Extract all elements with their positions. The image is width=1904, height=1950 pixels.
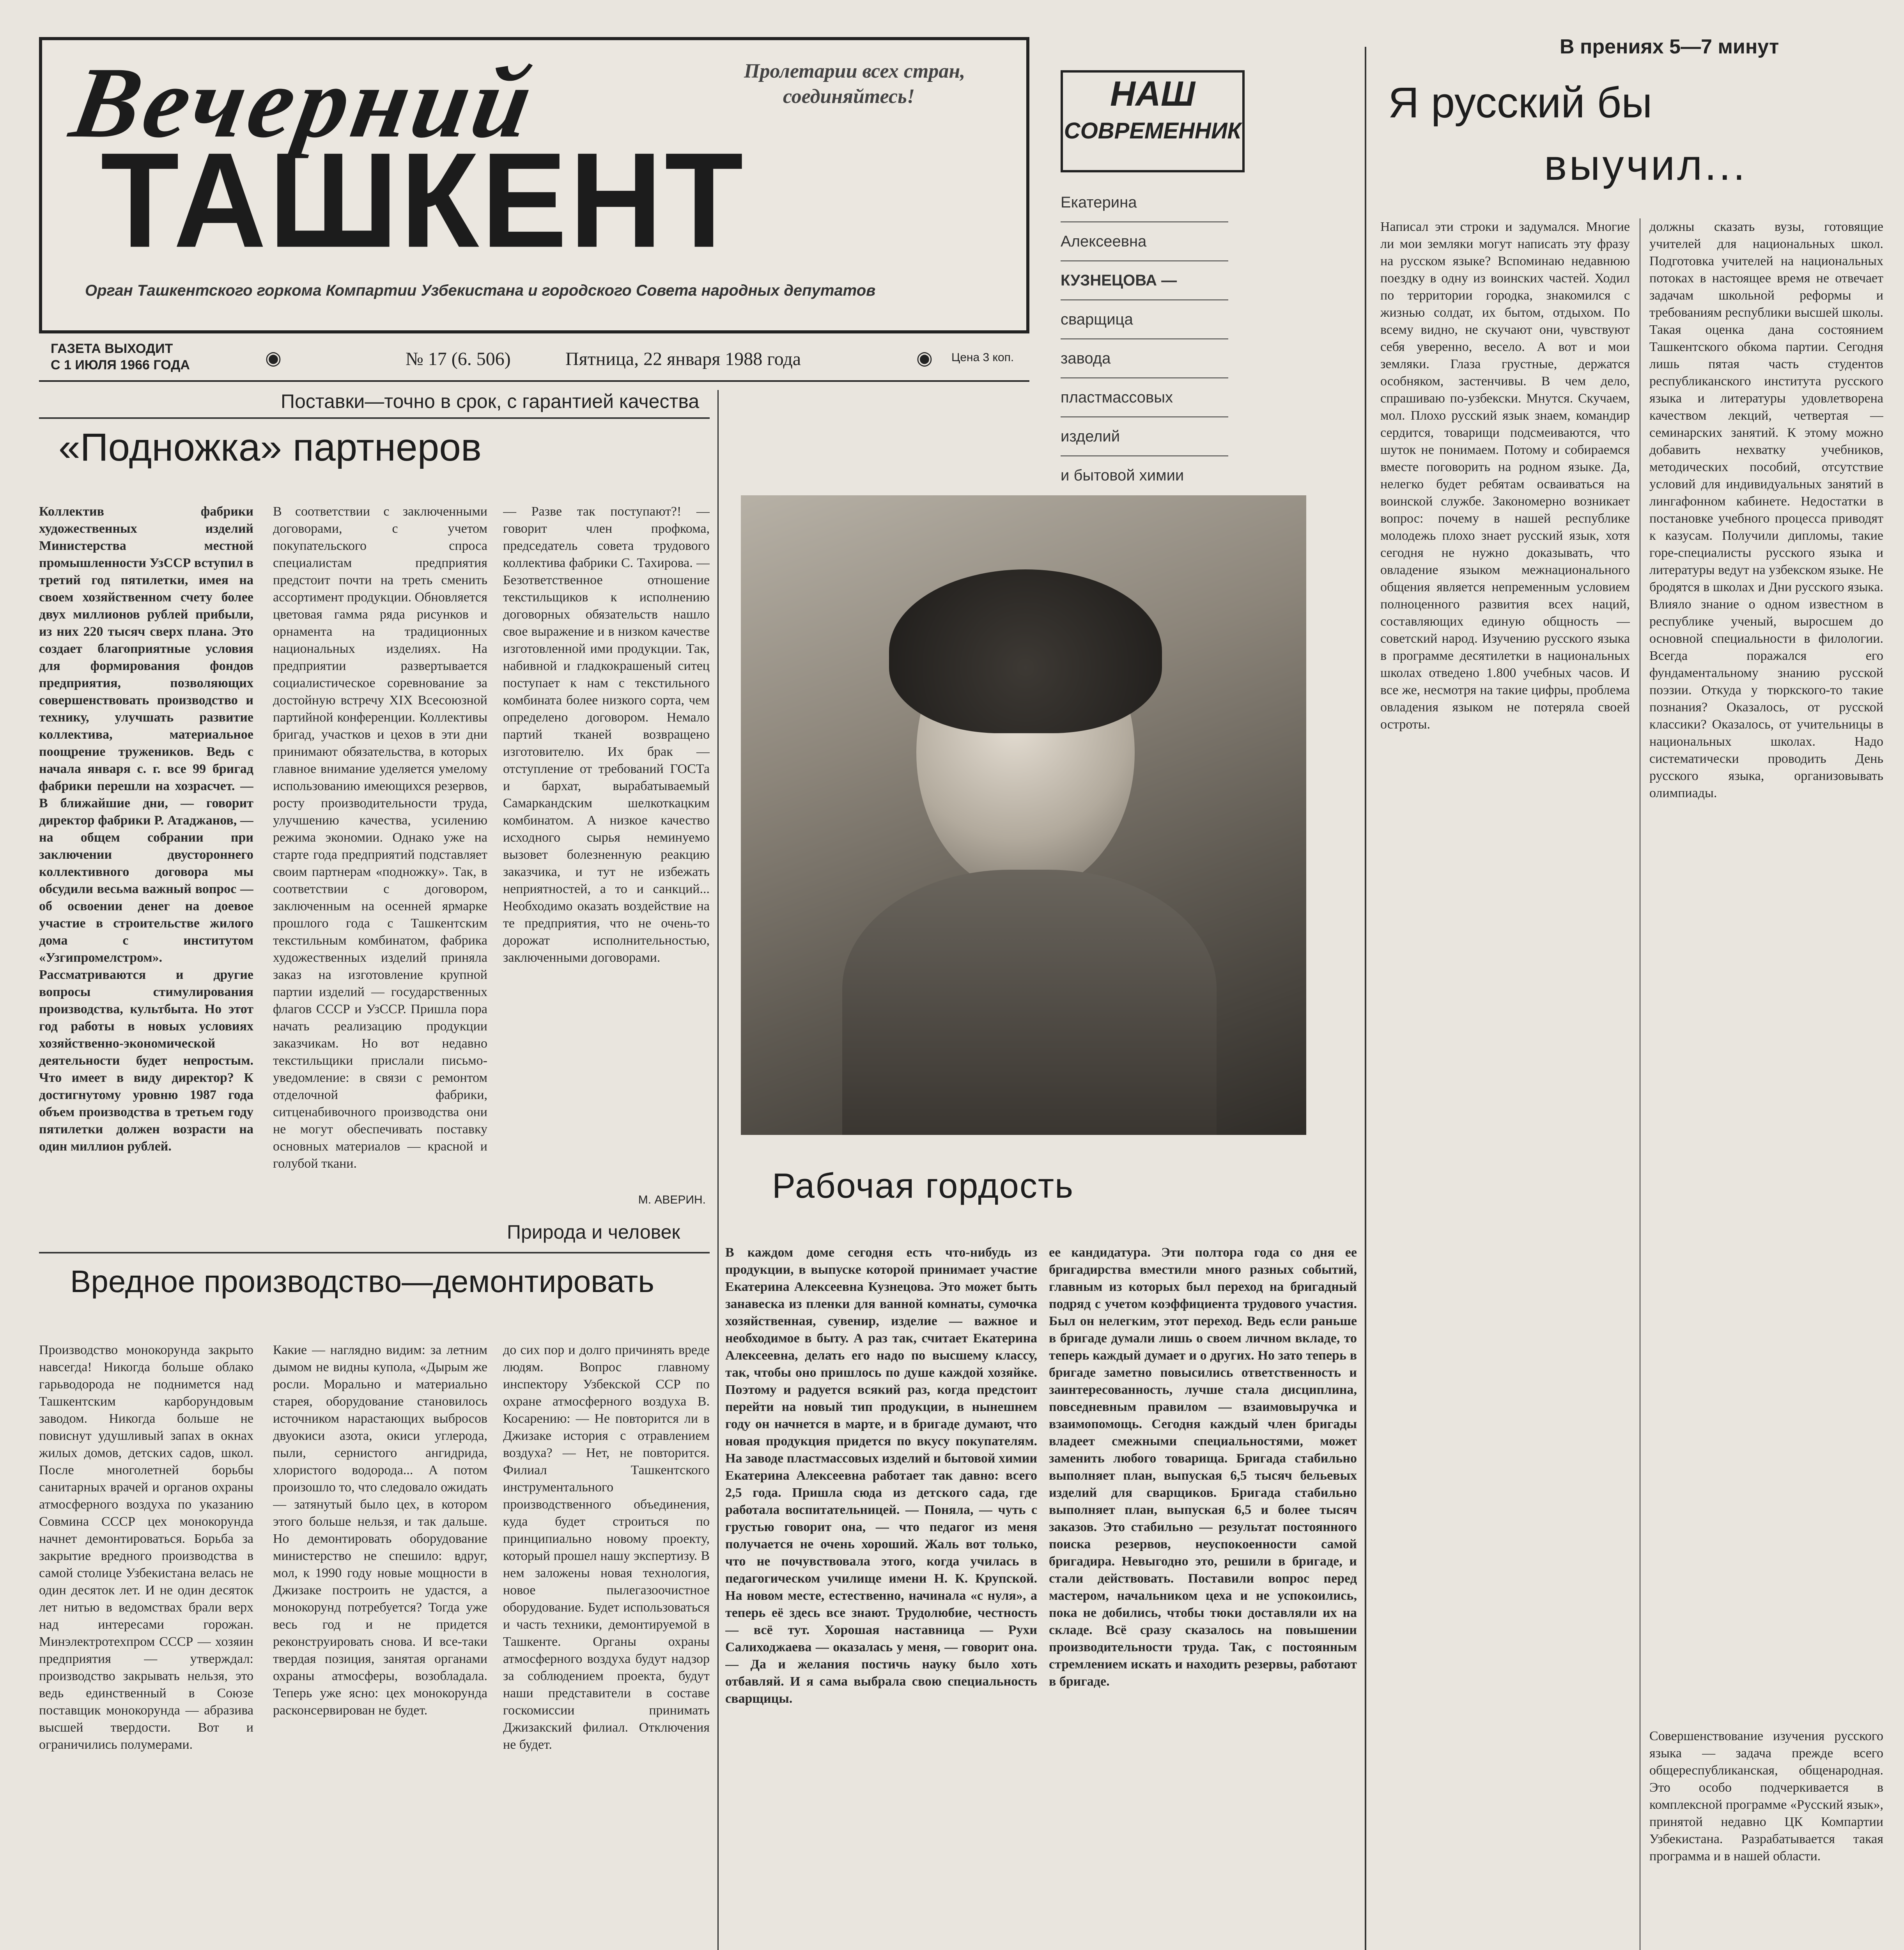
ornament-icon: ◉ xyxy=(916,348,933,369)
podnozhka-kicker: Поставки—точно в срок, с гарантией качества xyxy=(281,390,700,412)
vrednoe-col2: Какие — наглядно видим: за летним дымом не видны купола, «Дырым же росли. Морально и материально старея, оборудование становилось источником нарастающих выбросов двуокиси азота, окиси углерода, пыли, сернистого ангидрида, хлористого водорода... А потом произошло то, что следовало ожидать — затянутый было цех, в котором этого больше нельзя, и так дальше. Но демонтировать оборудование министерство не спешило: вдруг, мол, к 1990 году новые мощности в Джизаке построить не удастся, а монокорунд потребуется? Тогда уже весь год и не придется реконструировать снова. И все-таки твердая позиция, занятая органами охраны атмосферы, возобладала. Теперь уже ясно: цех монокорунда расконсервирован не будет. xyxy=(273,1343,487,1718)
masthead-organ: Орган Ташкентского горкома Компартии Узбекистана и городского Совета народных депутатов xyxy=(85,282,876,299)
podnozhka-col2: В соответствии с заключенными договорами, с учетом покупательского спроса специалистам предприятия предстоит почти на треть сменить ассортимент продукции. Обновляется цветовая гамма ряда рисунков и орнамента на традиционных национальных изделиях. На предприятии развертывается социалистическое соревнование за достойную встречу XIX Всесоюзной партийной конференции. Коллективы бригад, участков и цехов в эти дни принимают обязательства, в которых главное внимание уделяется умелому использованию имеющихся резервов, росту производительности труда, улучшению качества, усилению режима экономии. Однако уже на старте года предприятий подставляет своим партнерам «подножку». Так, в соответствии с договором, заключенным на осенней ярмарке прошлого года с Ташкентским текстильным комбинатом, фабрика художественных изделий приняла заказ на изготовление крупной партии изделий — государственных флагов СССР и УзССР. Пришла пора начать реализацию продукции заказчикам. Но вот недавно текстильщики прислали письмо-уведомление: в связи с ремонтом отделочной фабрики, ситценабивочного производства они не могут обеспечивать поставку основных материалов — красной и голубой ткани. xyxy=(273,504,487,1171)
divider xyxy=(39,1252,710,1253)
contemporary-line: КУЗНЕЦОВА — xyxy=(1061,261,1228,300)
portrait-hair xyxy=(889,569,1162,733)
vrednoe-col3: до сих пор и долго причинять вреде людям. Вопрос главному инспектору Узбекской ССР по охране атмосферного воздуха В. Косарению: — Не повторится ли в Джизаке история с отравлением воздуха? — Нет, не повторится. Филиал Ташкентского инструментального производственного объединения, куда будет строиться по принципиально новому проекту, который прошел нашу экспертизу. В нем заложены новая технология, новое пылегазоочистное оборудование. Будет использоваться и часть техники, демонтируемой в Ташкенте. Органы охраны атмосферного воздуха будут надзор за соблюдением проекта, будут наши представители в составе госкомиссии принимать Джизакский филиал. Отключения не будет. xyxy=(503,1343,710,1752)
divider xyxy=(1365,47,1366,1950)
masthead-title-1: Вечерний xyxy=(63,46,544,159)
masthead-title-2: ТАШКЕНТ xyxy=(101,124,746,276)
vrednoe-kicker: Природа и человек xyxy=(507,1221,680,1243)
podnozhka-col3: — Разве так поступают?! — говорит член профкома, председатель совета трудового коллектива фабрики С. Тахирова. — Безответственное отношение текстильщиков к исполнению договорных обязательств нашло свое выражение и в низком качестве изготовленной ими продукции. Так, набивной и гладкокрашеный ситец поступает к нам с текстильного комбината более низкого сорта, чем определено договором. Немало партий тканей возвращено изготовителю. Их брак — отступление от требований ГОСТа и бархат, вырабатываемый Самаркандским шелкоткацким комбинатом. А низкое качество исходного сырья неминуемо вызовет болезненную реакцию заказчика, и тут не избежать неприятностей, а то и санкций... Необходимо оказать воздействие на те предприятия, что не очень-то дорожат исполнительностью, заключенными договорами. xyxy=(503,504,710,965)
pride-col1: В каждом доме сегодня есть что-нибудь из продукции, в выпуске которой принимает участие Екатерина Алексеевна Кузнецова. Это может быть занавеска из пленки для ванной комнаты, сумочка хозяйственная, сувенир, изделие — важное и необходимое в быту. А раз так, считает Екатерина Алексеевна, делать его надо по высшему классу, так, чтобы оно пришлось по душе каждой хозяйке. Поэтому и радуется всякий раз, когда предстоит перейти на новый тип продукции, в нынешнем году он начнется в марте, и в бригаде думают, что новая продукция придется по вкусу покупателям. На заводе пластмассовых изделий и бытовой химии Екатерина Алексеевна работает так давно: всего 2,5 года. Пришла сюда из детского сада, где работала воспитательницей. — Поняла, — чуть с грустью говорит она, — что педагог из меня получается не очень хороший. Жаль вот только, что не почувствовала этого, когда училась в педагогическом училище имени Н. К. Крупской. На новом месте, естественно, начинала «с нуля», а теперь её здесь все знают. Трудолюбие, честность — всё тут. Хорошая наставница — Рухи Салиходжаева — оказалась у меня, — говорит она. — Да и желания постичь науку было хоть отбавляй. И я сама выбрала свою специальность сварщицы. xyxy=(725,1245,1037,1706)
russian-kicker: В прениях 5—7 минут xyxy=(1560,35,1779,58)
worker-portrait-photo xyxy=(741,495,1306,1135)
contemporary-line: и бытовой химии xyxy=(1061,467,1184,484)
contemporary-label xyxy=(1061,70,1245,172)
contemporary-lines xyxy=(1061,183,1228,495)
contemporary-label-1: НАШ xyxy=(1110,74,1196,113)
contemporary-line: Алексеевна xyxy=(1061,222,1228,261)
russian-title-2: выучил... xyxy=(1544,141,1748,189)
masthead-slogan-1: Пролетарии всех стран, xyxy=(744,60,965,82)
pride-col2: ее кандидатура. Эти полтора года со дня ее бригадирства вместили много разных событий, главным из которых был переход на бригадный подряд с учетом коэффициента трудового участия. Был он нелегким, этот переход. Ведь если раньше в бригаде думали лишь о своем личном вкладе, то теперь каждый думает и о других. Но зато теперь в бригаде заметно повысились ответственность и заинтересованность, лучше стала дисциплина, повседневным правилом — взаимовыручка и взаимопомощь. Сегодня каждый член бригады владеет смежными специальностями, может заменить любого товарища. Бригада стабильно выполняет план, выпуская 6,5 тысяч бельевых изделий для сварщиков. Бригада стабильно выполняет план, выпуская 6,5 и более тысяч заказов. Это стабильно — результат постоянного поиска резервов, неуспокоенности самой бригадира. Невыгодно это, решили в бригаде, и стали действовать. Поставили вопрос перед мастером, начальником цеха и не успокоились, пока не добились, чтобы тюки доставляли их на складе. Всё сразу сказалось на повышении производительности труда. Так, с постоянным стремлением искать и находить резервы, работают в бригаде. xyxy=(1049,1245,1357,1689)
russian-col1: Написал эти строки и задумался. Многие ли мои земляки могут написать эту фразу на русском языке? Вспоминаю недавнюю поездку в одну из воинских частей. Ходил по территории городка, знакомился с жизнью солдат, их бытом, отдыхом. По всему видно, не скучают они, чувствуют себя уверенно, весело. А вот и мои земляки. Глаза грустные, держатся особняком, застенчивы. В чем дело, спрашиваю по-узбекски. Мнутся. Скучаем, мол. Плохо русский язык знаем, командир сердится, товарищи подсмеиваются, что шуток не понимаем. Потому и собираемся вместе поговорить на родном языке. Да, нелегко будет ребятам осваиваться на воинской службе. Закономерно возникает вопрос: почему в нашей республике молодежь плохо знает русский язык, хотя сегодня не нужно доказывать, что овладение языком межнационального общения является непременным условием полноценного развития всех наций, составляющих единую общность — советский народ. Изучению русского языка в программе десятилетки в национальных школах отведено 1.800 учебных часов. И все же, несмотря на такие цифры, проблема овладения языком не потеряла своей остроты. xyxy=(1380,220,1630,732)
pride-title: Рабочая гордость xyxy=(772,1166,1074,1205)
issue-price: Цена 3 коп. xyxy=(951,351,1014,364)
divider xyxy=(39,417,710,419)
since-line-2: С 1 ИЮЛЯ 1966 ГОДА xyxy=(51,358,190,372)
ornament-icon: ◉ xyxy=(265,348,282,369)
podnozhka-title: «Подножка» партнеров xyxy=(58,425,482,469)
issue-date: Пятница, 22 января 1988 года xyxy=(565,349,801,369)
contemporary-line: изделий xyxy=(1061,417,1228,456)
podnozhka-signature: М. АВЕРИН. xyxy=(638,1193,706,1206)
masthead xyxy=(39,37,1029,333)
masthead-slogan-2: соединяйтесь! xyxy=(783,85,915,108)
russian-title-1: Я русский бы xyxy=(1388,79,1652,127)
vrednoe-title: Вредное производство—демонтировать xyxy=(70,1264,654,1299)
contemporary-line: сварщица xyxy=(1061,300,1228,339)
contemporary-line: пластмассовых xyxy=(1061,378,1228,417)
russian-col2: должны сказать вузы, готовящие учителей для национальных школ. Подготовка учителей на национальных потоках в настоящее время не отвечает задачам школьной реформы и требованиям республики высшей школы. Такая оценка дана состоянием Ташкентского обкома партии. Сегодня лишь пятая часть студентов республиканского института русского языка и литературы удовлетворена качеством лекций, четвертая — семинарских занятий. К этому можно добавить нехватку учебников, методических пособий, отсутствие условий для индивидуальных занятий в лингафонном кабинете. Недостатки в постановке учебного процесса приводят к казусам. Получили дипломы, такие горе-специалисты русского языка и литературы ведут на узбекском языке. Не бродятся в школах и Дни русского языка. Влияло знание о одном известном в республике ученый, выросшем до основной специальности в филологии. Всегда поражался его фундаментальному знанию русской поэзии. Откуда у тюркского-то такие познания? Оказалось, от русской классики? Оказалось, от учительницы в национальных школах. Надо систематически проводить День русского языка, организовывать олимпиады. xyxy=(1649,220,1883,800)
divider xyxy=(717,390,719,1950)
issue-number: № 17 (6. 506) xyxy=(406,349,511,369)
portrait-body xyxy=(842,870,1217,1135)
issue-strip xyxy=(39,333,1029,382)
contemporary-line: Екатерина xyxy=(1061,183,1228,222)
podnozhka-col1: Коллектив фабрики художественных изделий Министерства местной промышленности УзССР вступил в третий год пятилетки, имея на своем хозяйственном счету более двух миллионов рублей прибыли, из них 220 тысяч сверх плана. Это создает благоприятные условия для формирования фондов предприятия, позволяющих совершенствовать производство и технику, улучшать развитие коллектива, материальное поощрение тружеников. Ведь с начала января с. г. все 99 бригад фабрики перешли на хозрасчет. — В ближайшие дни, — говорит директор фабрики Р. Атаджанов, — на общем собрании при заключении двустороннего коллективного договора мы обсудили весьма важный вопрос — об освоении денег на доевое участие в строительстве жилого дома с институтом «Узгипромелстром». Рассматриваются и другие вопросы стимулирования производства, культбыта. Но этот год работы в новых условиях хозяйственно-экономической деятельности будет непростым. Что имеет в виду директор? К достигнутому уровню 1987 года объем производства в третьем году пятилетки должен возрасти на один миллион рублей. xyxy=(39,504,253,1154)
since-line-1: ГАЗЕТА ВЫХОДИТ xyxy=(51,341,173,356)
contemporary-label-2: СОВРЕМЕННИК xyxy=(1064,118,1242,144)
russian-col3-end: Совершенствование изучения русского языка — задача прежде всего общереспубликанская, общенародная. Это особо подчеркивается в комплексной программе «Русский язык», принятой недавно ЦК Компартии Узбекистана. Разрабатывается такая программа и в нашей области. xyxy=(1649,1729,1883,1863)
contemporary-line: завода xyxy=(1061,339,1228,378)
vrednoe-col1: Производство монокорунда закрыто навсегда! Никогда больше облако гарьводорода не поднимется над Ташкентским карборундовым заводом. Никогда больше не повиснут удушливый запах в окнах жилых домов, детских садов, школ. После многолетней борьбы санитарных врачей и органов охраны атмосферного воздуха по указанию Совмина СССР цех монокорунда начнет демонтироваться. Борьба за закрытие вредного производства в самой столице Узбекистана велась не один десяток лет. И не один десяток лет нитью в ведомствах брали верх над интересами горожан. Минэлектротехпром СССР — хозяин предприятия — утверждал: производство закрывать нельзя, это ведь единственный в Союзе поставщик монокорунда — абразива высшей твердости. Вот и ограничились полумерами. xyxy=(39,1343,253,1752)
